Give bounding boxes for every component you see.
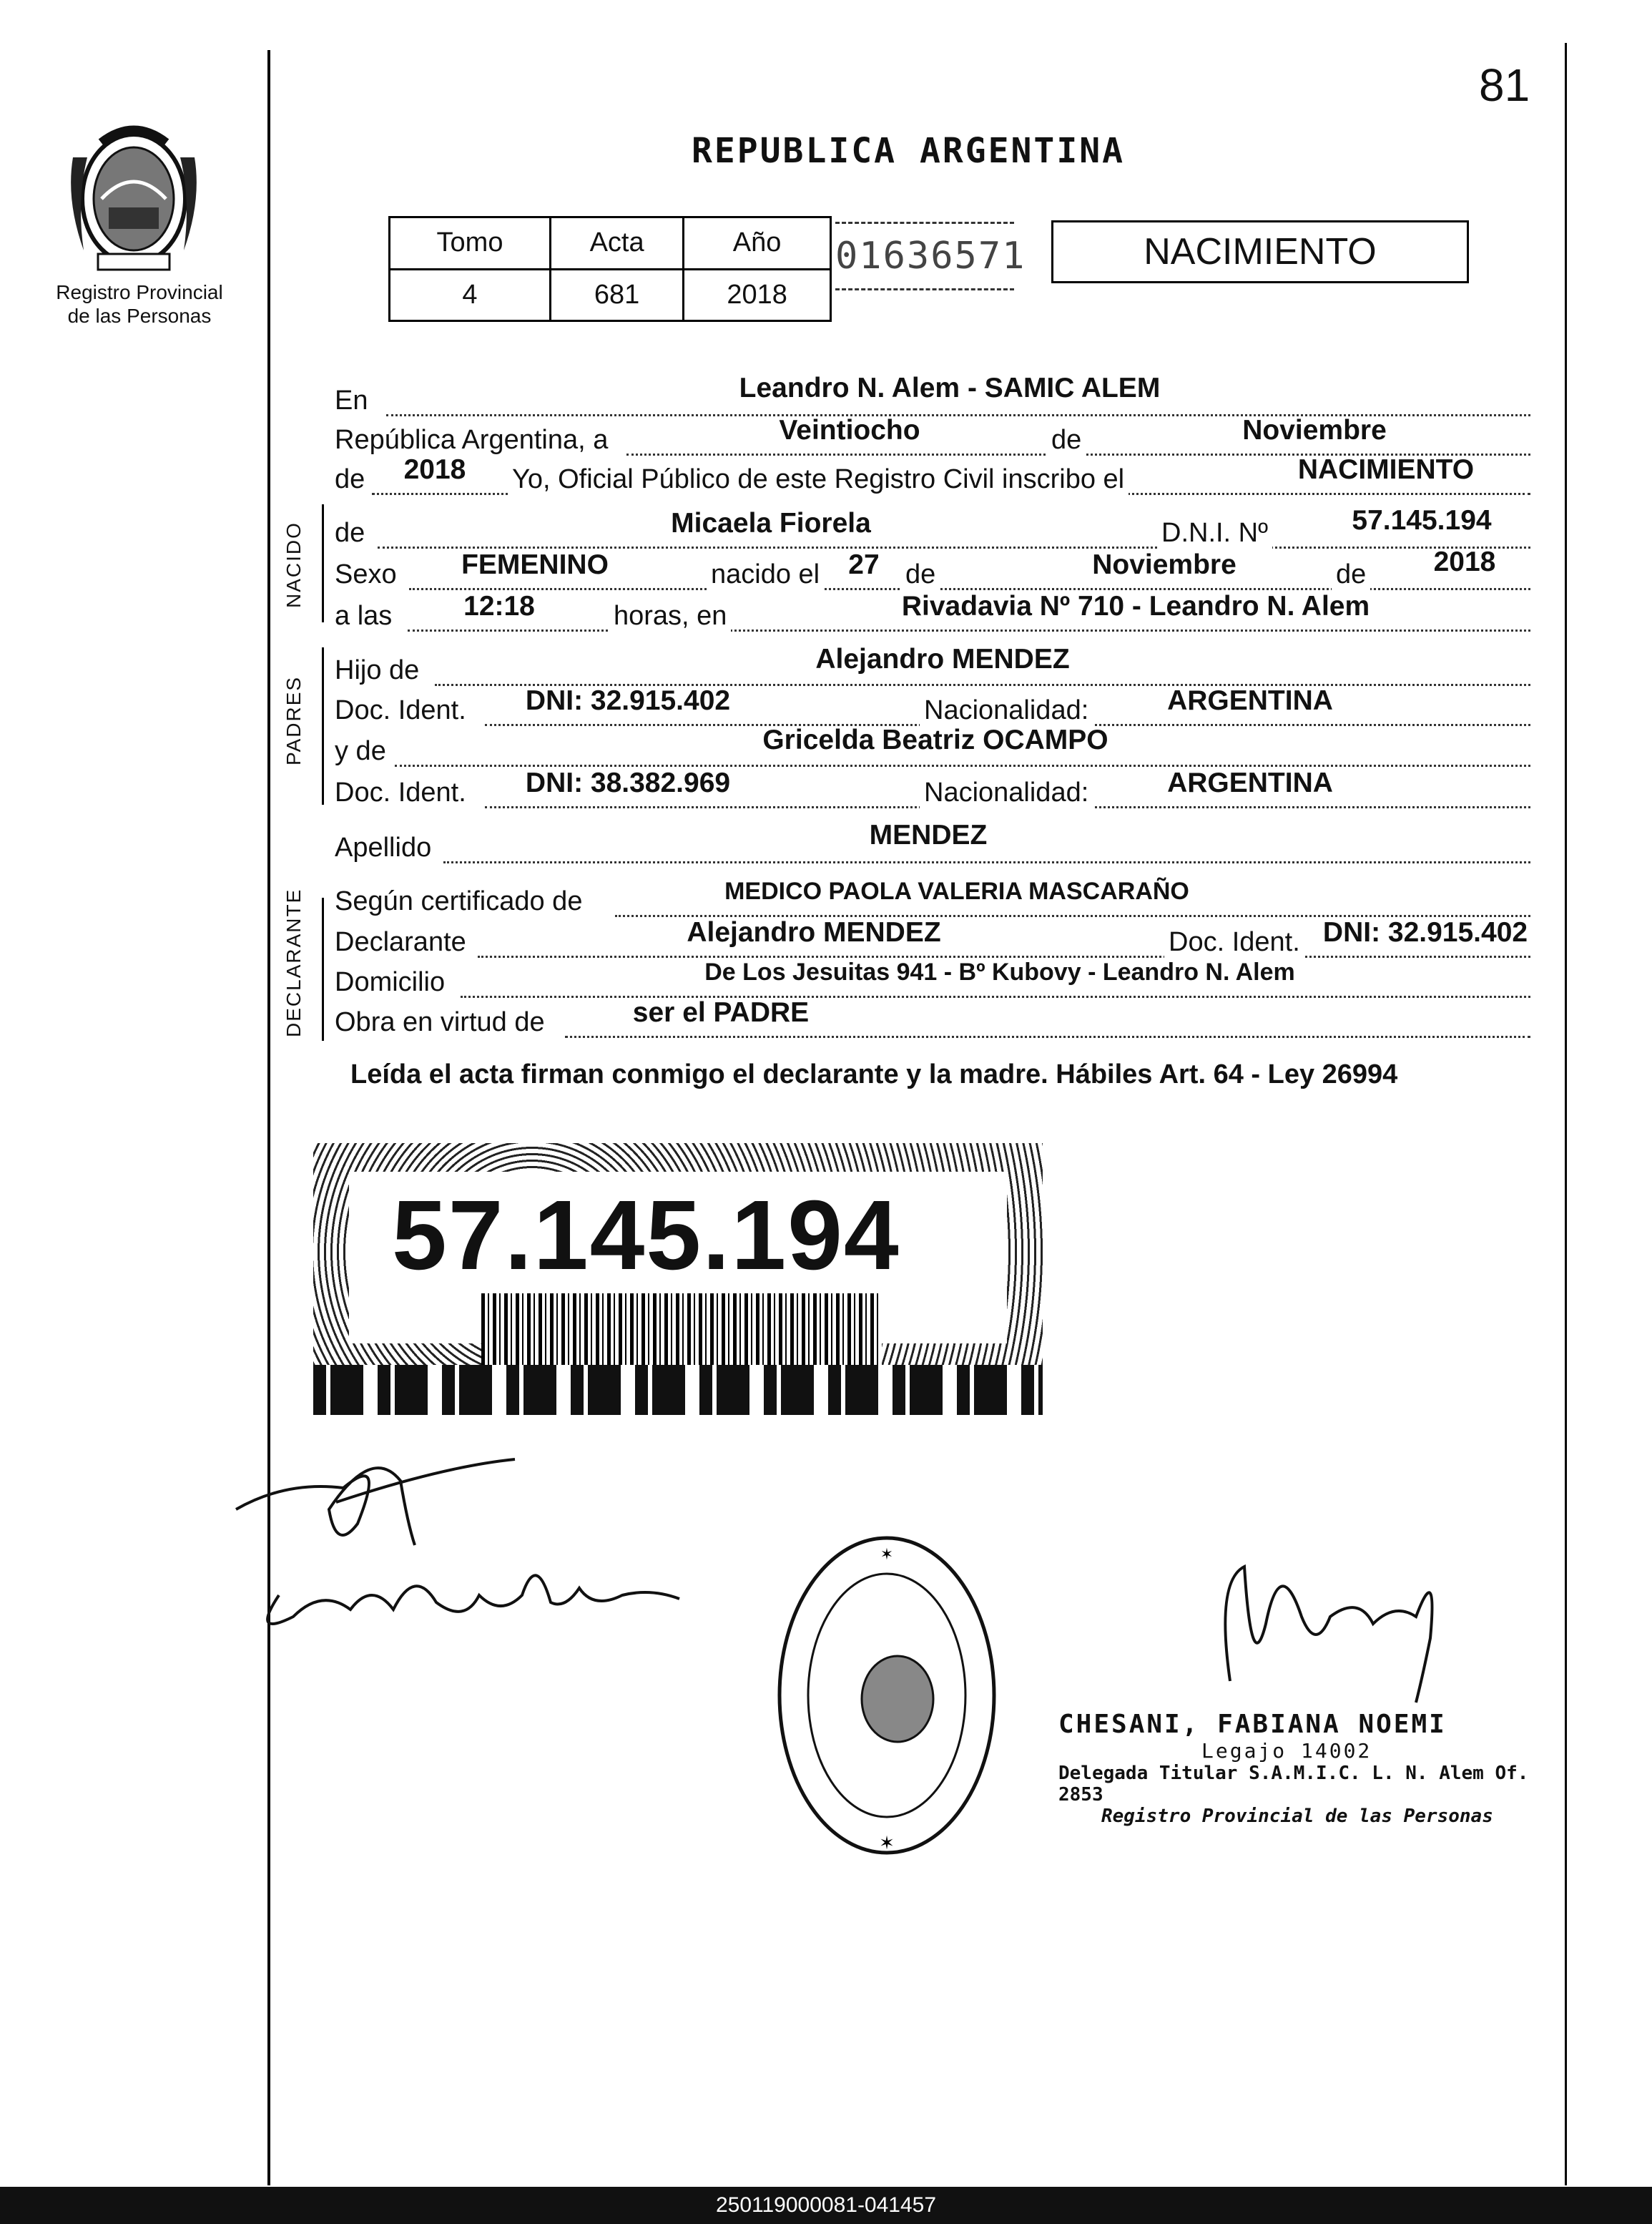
label-de-mes: de — [1047, 425, 1086, 456]
section-label-nacido: NACIDO — [282, 521, 305, 608]
record-type-box: NACIMIENTO — [1051, 220, 1469, 283]
value-padre-doc: DNI: 32.915.402 — [525, 685, 731, 716]
svg-text:✶: ✶ — [880, 1546, 894, 1564]
label-nacionalidad-madre: Nacionalidad: — [920, 778, 1093, 808]
barcode — [481, 1293, 882, 1372]
row-acto — [335, 454, 1536, 501]
label-sexo: Sexo — [335, 559, 397, 589]
anio-value: 2018 — [684, 269, 831, 321]
value-dia-nacimiento: 27 — [848, 549, 880, 580]
value-mes: Noviembre — [1242, 415, 1387, 446]
dni-sticker — [313, 1143, 1043, 1415]
closing-statement: Leída el acta firman conmigo el declarante y la madre. Hábiles Art. 64 - Ley 26994 — [350, 1059, 1398, 1089]
label-doc-ident-padre: Doc. Ident. — [335, 695, 466, 725]
acta-value: 681 — [551, 269, 684, 321]
label-dni: D.N.I. Nº — [1157, 518, 1272, 549]
value-certificado: MEDICO PAOLA VALERIA MASCARAÑO — [724, 878, 1189, 905]
declarant-signature — [229, 1438, 529, 1552]
label-nacido-el: nacido el — [707, 559, 824, 590]
label-declarante: Declarante — [335, 927, 466, 957]
tomo-value: 4 — [390, 269, 551, 321]
value-dia-letras: Veintiocho — [779, 415, 920, 446]
serial-number: 01636571 — [835, 222, 1014, 290]
value-padre: Alejandro MENDEZ — [815, 644, 1070, 675]
svg-text:✶: ✶ — [879, 1833, 895, 1854]
official-registry: Registro Provincial de las Personas — [1101, 1806, 1493, 1827]
registry-label: Registro Provincial de las Personas — [56, 281, 223, 327]
row-domicilio — [335, 959, 1536, 1004]
footer-document-id: 250119000081-041457 — [0, 2187, 1652, 2224]
label-de-nombre: de — [335, 518, 365, 548]
section-divider-padres — [322, 647, 324, 805]
label-yo-oficial: Yo, Oficial Público de este Registro Civil inscribo el — [508, 464, 1129, 495]
section-divider-nacido — [322, 504, 324, 622]
value-obra: ser el PADRE — [632, 997, 810, 1028]
row-hora — [335, 591, 1536, 638]
page-number: 81 — [1479, 59, 1530, 111]
label-en: En — [335, 386, 368, 416]
value-padre-nacionalidad: ARGENTINA — [1167, 685, 1333, 716]
record-metadata-table — [388, 216, 832, 322]
label-de-anio: de — [335, 464, 365, 494]
official-seal — [772, 1531, 1001, 1860]
value-mes-nacimiento: Noviembre — [1092, 549, 1236, 580]
official-stamp-text — [1058, 1710, 1559, 1827]
left-margin-line — [267, 50, 270, 2185]
row-apellido — [335, 820, 1536, 870]
section-label-padres: PADRES — [282, 675, 305, 765]
tomo-header: Tomo — [390, 217, 551, 270]
anio-header: Año — [684, 217, 831, 270]
official-signature — [1201, 1538, 1459, 1724]
value-domicilio: De Los Jesuitas 941 - Bº Kubovy - Leandro N. Alem — [704, 959, 1295, 986]
value-declarante-doc: DNI: 32.915.402 — [1322, 917, 1528, 948]
label-apellido: Apellido — [335, 833, 432, 863]
province-coat-of-arms-logo — [59, 114, 209, 279]
row-madre-doc — [335, 768, 1536, 815]
value-anio: 2018 — [403, 454, 466, 485]
label-y-de: y de — [335, 736, 386, 766]
acta-header: Acta — [551, 217, 684, 270]
label-nacionalidad-padre: Nacionalidad: — [920, 695, 1093, 726]
dni-sticker-number: 57.145.194 — [392, 1180, 900, 1290]
mother-signature — [250, 1538, 694, 1638]
label-obra-en-virtud: Obra en virtud de — [335, 1007, 545, 1037]
value-madre-nacionalidad: ARGENTINA — [1167, 768, 1333, 798]
value-dni: 57.145.194 — [1352, 505, 1492, 536]
label-de-anio-nacimiento: de — [1332, 559, 1370, 590]
label-segun-certificado: Según certificado de — [335, 886, 583, 916]
right-margin-line — [1565, 43, 1567, 2185]
value-lugar: Leandro N. Alem - SAMIC ALEM — [739, 373, 1161, 403]
official-position: Delegada Titular S.A.M.I.C. L. N. Alem Of. 2853 — [1058, 1763, 1529, 1806]
value-lugar-nacimiento: Rivadavia Nº 710 - Leandro N. Alem — [901, 591, 1370, 622]
label-horas-en: horas, en — [609, 601, 731, 632]
row-obra — [335, 997, 1536, 1044]
official-legajo: Legajo 14002 — [1201, 1739, 1372, 1763]
value-madre-doc: DNI: 38.382.969 — [525, 768, 731, 798]
document-title: REPUBLICA ARGENTINA — [691, 131, 1126, 171]
label-hijo-de: Hijo de — [335, 655, 420, 685]
label-republica: República Argentina, a — [335, 425, 609, 455]
value-nombre: Micaela Fiorela — [671, 508, 871, 539]
label-a-las: a las — [335, 601, 393, 631]
section-label-declarante: DECLARANTE — [282, 888, 305, 1037]
value-acto: NACIMIENTO — [1297, 454, 1475, 485]
official-name: CHESANI, FABIANA NOEMI — [1058, 1710, 1447, 1739]
value-declarante: Alejandro MENDEZ — [687, 917, 941, 948]
value-hora: 12:18 — [463, 591, 535, 622]
label-de-mes-nacimiento: de — [901, 559, 940, 590]
label-doc-ident-declarante: Doc. Ident. — [1164, 927, 1304, 958]
value-apellido: MENDEZ — [869, 820, 988, 851]
section-divider-declarante — [322, 898, 324, 1041]
label-doc-ident-madre: Doc. Ident. — [335, 778, 466, 808]
value-anio-nacimiento: 2018 — [1433, 547, 1496, 577]
value-madre: Gricelda Beatriz OCAMPO — [762, 725, 1108, 755]
value-sexo: FEMENINO — [461, 549, 609, 580]
label-domicilio: Domicilio — [335, 967, 446, 997]
